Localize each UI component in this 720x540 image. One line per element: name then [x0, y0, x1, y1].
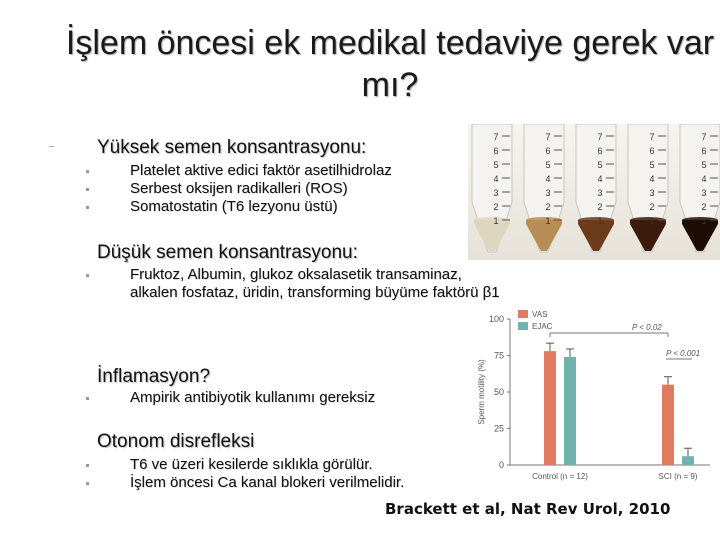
- scale-label: 4: [493, 174, 499, 184]
- bullet-marker: [86, 170, 89, 173]
- scale-label: 3: [545, 188, 551, 198]
- bullet-marker: [86, 482, 89, 485]
- semen-tubes-photo: [468, 124, 720, 260]
- scale-label: 1: [493, 216, 499, 226]
- scale-label: 1: [597, 216, 603, 226]
- scale-label: 7: [597, 132, 603, 142]
- section-heading-inflammation: İnflamasyon?: [97, 366, 211, 387]
- y-tick-label: 100: [488, 314, 504, 324]
- scale-label: 7: [493, 132, 499, 142]
- scale-label: 2: [545, 202, 551, 212]
- bullet-text: Serbest oksijen radikalleri (ROS): [130, 180, 348, 197]
- bar: [564, 357, 576, 465]
- scale-label: 4: [597, 174, 603, 184]
- slide-margin-mark: [49, 146, 54, 147]
- bullet-marker: [86, 397, 89, 400]
- bullet-marker: [86, 464, 89, 467]
- slide-title: İşlem öncesi ek medikal tedaviye gerek var mı?: [65, 24, 715, 104]
- scale-label: 6: [493, 146, 499, 156]
- scale-label: 5: [545, 160, 551, 170]
- legend-swatch: [518, 310, 528, 318]
- p-value-annotation: P < 0.001: [666, 349, 701, 358]
- x-tick-label: SCI (n = 9): [658, 472, 698, 481]
- section-heading-high-semen: Yüksek semen konsantrasyonu:: [97, 137, 367, 158]
- bullet-marker: [86, 206, 89, 209]
- bullet-text: Platelet aktive edici faktör asetilhidrolaz: [130, 162, 392, 179]
- y-axis-label: Sperm motility (%): [477, 359, 486, 425]
- scale-label: 4: [545, 174, 551, 184]
- bullet-text: Somatostatin (T6 lezyonu üstü): [130, 198, 338, 215]
- scale-label: 5: [649, 160, 655, 170]
- scale-label: 3: [701, 188, 707, 198]
- scale-label: 3: [649, 188, 655, 198]
- scale-label: 4: [649, 174, 655, 184]
- scale-label: 7: [649, 132, 655, 142]
- scale-label: 2: [701, 202, 707, 212]
- y-tick-label: 50: [493, 387, 504, 397]
- scale-label: 6: [545, 146, 551, 156]
- scale-label: 2: [597, 202, 603, 212]
- citation: Brackett et al, Nat Rev Urol, 2010: [385, 500, 671, 518]
- section-heading-autonomic-dysreflexia: Otonom disrefleksi: [97, 431, 255, 452]
- scale-label: 3: [493, 188, 499, 198]
- bar: [682, 456, 694, 465]
- y-tick-label: 0: [498, 460, 504, 470]
- bar: [662, 385, 674, 465]
- scale-label: 5: [493, 160, 499, 170]
- sperm-motility-chart-svg: [468, 305, 718, 490]
- scale-label: 1: [649, 216, 655, 226]
- y-tick-label: 75: [493, 350, 504, 361]
- scale-label: 7: [701, 132, 707, 142]
- scale-label: 1: [701, 216, 707, 226]
- scale-label: 2: [493, 202, 499, 212]
- legend-label: EJAC: [532, 322, 553, 331]
- scale-label: 2: [649, 202, 655, 212]
- bullet-marker: [86, 188, 89, 191]
- scale-label: 7: [545, 132, 551, 142]
- scale-label: 5: [701, 160, 707, 170]
- scale-label: 5: [597, 160, 603, 170]
- bar: [544, 351, 556, 465]
- p-value-annotation: P < 0.02: [632, 323, 662, 332]
- bullet-text: İşlem öncesi Ca kanal blokeri verilmelidir.: [130, 474, 405, 491]
- semen-tubes-illustration: [468, 124, 720, 260]
- bullet-text: T6 ve üzeri kesilerde sıklıkla görülür.: [130, 456, 373, 473]
- bullet-marker: [86, 274, 89, 277]
- sperm-motility-chart: [468, 305, 718, 495]
- bullet-text: Ampirik antibiyotik kullanımı gereksiz: [130, 389, 376, 406]
- scale-label: 6: [649, 146, 655, 156]
- scale-label: 6: [701, 146, 707, 156]
- scale-label: 4: [701, 174, 707, 184]
- y-tick-label: 25: [493, 423, 504, 434]
- legend-label: VAS: [532, 310, 548, 319]
- bullet-text: Fruktoz, Albumin, glukoz oksalasetik transaminaz, alkalen fosfataz, üridin, transforming büyüme faktörü β1: [130, 266, 500, 301]
- x-tick-label: Control (n = 12): [532, 472, 588, 481]
- legend-swatch: [518, 322, 528, 330]
- section-heading-low-semen: Düşük semen konsantrasyonu:: [97, 242, 358, 263]
- scale-label: 3: [597, 188, 603, 198]
- scale-label: 1: [545, 216, 551, 226]
- scale-label: 6: [597, 146, 603, 156]
